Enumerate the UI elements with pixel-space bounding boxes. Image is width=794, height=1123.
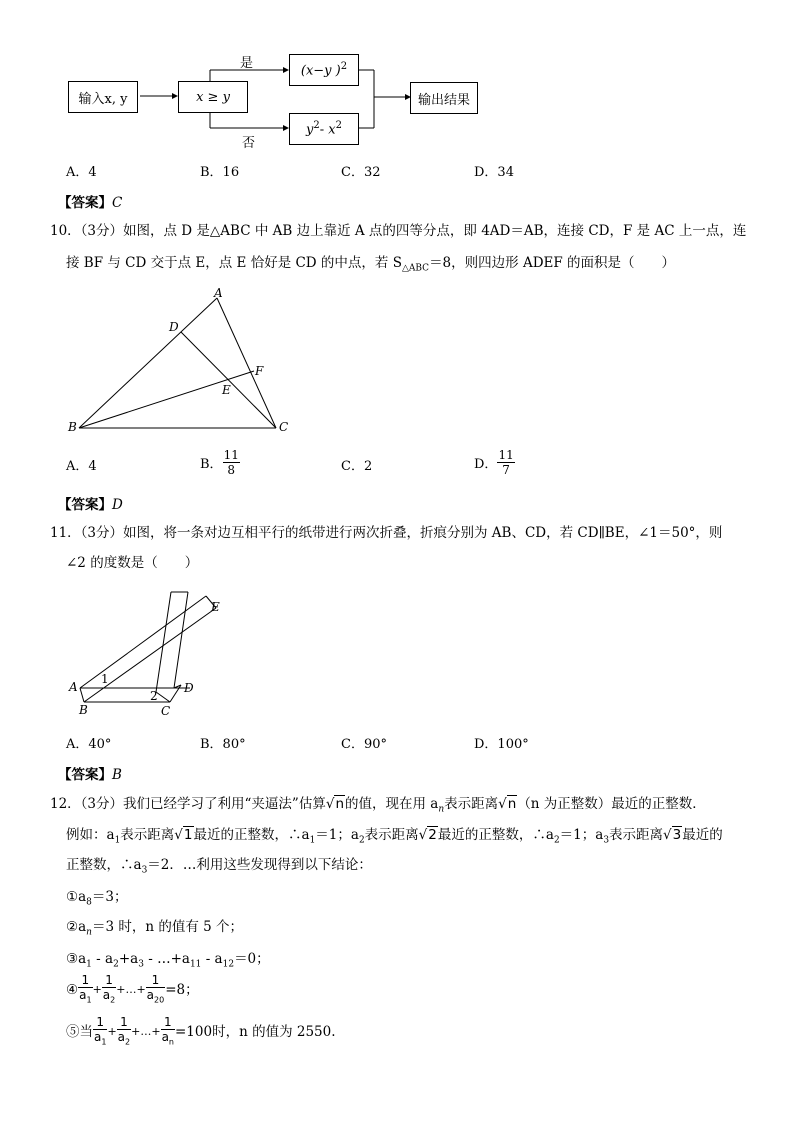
q10-option-c: C．2 — [341, 459, 373, 474]
q11-angle-2-label: 2 — [150, 689, 158, 703]
q12-conclusion-5: ⑤当 $\frac{1}{a_1}$ + $\frac{1}{a_2}$ +…+ $\frac{1}{a_n}$ =100时，n 的值为 2550. — [66, 1015, 336, 1047]
q11-option-a: A．40° — [66, 737, 112, 752]
flow-yes-expr-box — [289, 54, 359, 86]
q11-label-d: D — [184, 681, 194, 695]
q11-label-a: A — [69, 680, 78, 694]
q9-option-b: B．16 — [200, 165, 240, 180]
flow-input-box — [68, 81, 138, 113]
flow-output-text: 输出结果 — [417, 92, 470, 108]
q9-answer: 【答案】C — [58, 195, 123, 211]
flow-yes-expr: (x−y )$^2$ — [300, 61, 348, 79]
q12-conclusion-3: $③a_1 - a_2+a_3$ - $\dots+a_{11} - a_{12}=0$； — [66, 951, 270, 970]
q10-label-e: E — [222, 383, 231, 397]
flow-no-expr: $y^2-$ $x^2$ — [306, 120, 342, 138]
flow-no-expr-box — [289, 113, 359, 145]
q11-label-e: E — [211, 600, 220, 614]
q11-label-c: C — [161, 704, 171, 718]
q10-label-a: A — [214, 286, 223, 300]
q12-conclusion-2: $②a_n=3$ 时，n 的值有 5 个； — [66, 919, 243, 938]
q11-option-c: C．90° — [341, 737, 387, 752]
q10-triangle-figure — [60, 284, 310, 439]
q10-side-ab — [79, 298, 217, 428]
q11-label-b: B — [79, 703, 88, 717]
flowchart-connectors — [0, 0, 794, 160]
q10-stem-line2: 接 BF 与 CD 交于点 E，点 E 恰好是 CD 的中点，若 $S_{\triangle ABC}=8$，则四边形 ADEF 的面积是（ ） — [66, 255, 676, 274]
q9-option-a: A．4 — [66, 165, 97, 180]
q10-label-f: F — [255, 364, 264, 378]
q9-option-c: C．32 — [341, 165, 381, 180]
q11-angle-1-label: 1 — [101, 672, 109, 686]
q10-label-c: C — [279, 420, 289, 434]
q12-stem-line1: 12．（3分）我们已经学习了利用“夹逼法”估算√n的值，现在用 $a_n$表示距离√n（n 为正整数）最近的正整数． — [50, 796, 706, 815]
q10-segment-cd — [181, 332, 276, 428]
q11-stem-line1: 11．（3分）如图，将一条对边互相平行的纸带进行两次折叠，折痕分别为 AB、CD，若 CD∥BE，∠1＝50°，则 — [50, 525, 723, 541]
q10-label-d: D — [169, 320, 179, 334]
q10-segment-bf — [79, 371, 254, 428]
q10-side-ac — [217, 298, 276, 428]
flow-yes-label: 是 — [240, 56, 254, 71]
q11-option-d: D．100° — [474, 737, 529, 752]
flow-input-text: 输入x, y — [78, 91, 128, 107]
flow-output-box — [410, 82, 478, 114]
q10-label-b: B — [68, 420, 77, 434]
flow-condition-text: x ≥ y — [196, 89, 230, 105]
q12-conclusion-4: ④ $\frac{1}{a_1}$ + $\frac{1}{a_2}$ +…+ $\frac{1}{a_{20}}$ =8； — [66, 973, 199, 1005]
q12-stem-line3: 正整数，$\therefore a_3=2$．…利用这些发现得到以下结论： — [66, 857, 372, 876]
q10-option-d: D． $\frac{11}{7}$ — [474, 448, 514, 477]
q10-stem-line1: 10．（3分）如图，点 D 是△ABC 中 AB 边上靠近 A 点的四等分点，即 4AD＝AB，连接 CD，F 是 AC 上一点，连 — [50, 223, 747, 239]
flow-condition-box — [178, 81, 248, 113]
q12-stem-line2: 例如：$a_1$表示距离√1最近的正整数，$\therefore a_1=1$；$a_2$表示距离√2最近的正整数，$\therefore a_2=1$；$a_3$表示距离√3最近的 — [66, 827, 723, 846]
q10-option-b: B． $\frac{11}{8}$ — [200, 448, 239, 477]
q11-answer: 【答案】B — [58, 767, 122, 783]
q12-conclusion-1: $①a_8=3$； — [66, 889, 128, 908]
q10-answer: 【答案】D — [58, 497, 123, 513]
q11-option-b: B．80° — [200, 737, 246, 752]
q9-option-d: D．34 — [474, 165, 514, 180]
flow-no-label: 否 — [242, 136, 256, 151]
q10-option-a: A．4 — [66, 459, 97, 474]
q11-stem-line2: ∠2 的度数是（ ） — [66, 555, 199, 571]
